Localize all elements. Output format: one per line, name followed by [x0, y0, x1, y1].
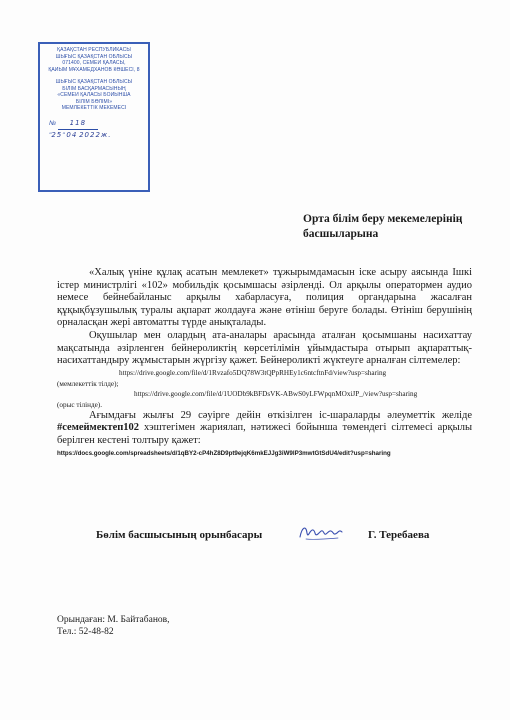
footer-executor: [57, 614, 170, 638]
stamp-org-line: «СЕМЕЙ ҚАЛАСЫ БОЙЫНША: [57, 92, 131, 98]
signer-name: Г. Теребаева: [368, 529, 430, 541]
video-link-kazakh[interactable]: https://drive.google.com/file/d/1Rvzafo5DQ78W3tQPpRHEy1c6ntcftnFd/view?usp=sharing: [119, 368, 387, 377]
paragraph-3: [57, 410, 472, 448]
executor-name: Орындаған: М. Байтабанов,: [57, 615, 170, 625]
stamp-number-prefix: №: [49, 119, 57, 127]
video-link-russian-note: (орыс тілінде).: [57, 400, 103, 409]
stamp-line: 071400, СЕМЕЙ ҚАЛАСЫ,: [62, 60, 126, 66]
stamp-line: ШЫҒЫС ҚАЗАҚСТАН ОБЛЫСЫ: [55, 53, 133, 60]
video-link-russian[interactable]: https://drive.google.com/file/d/1UODb9kBFDsVK-ABwS0yLFWpqnMOxiJP_/view?usp=sharing: [134, 389, 418, 398]
signature-block: [96, 529, 476, 549]
paragraph-3-end: хэштегімен жариялап, нәтижесі бойынша төмендегі сілтемесі арқылы берілген кестені толтыру қажет:: [57, 422, 472, 446]
stamp-date-day: 25: [51, 130, 63, 139]
spreadsheet-link[interactable]: https://docs.google.com/spreadsheets/d/1qBY2-cP4hZ8D9pt9ejqK6mkEJJg3iW9lP3mwtGtSdU4/edit?usp=sharing: [57, 449, 391, 457]
stamp-date: "25" 04 2022ж.: [49, 130, 112, 139]
handwritten-signature: [296, 521, 344, 545]
paragraph-2: Оқушылар мен олардың ата-аналары арасында аталған қосымшаны насихаттау мақсатында әзірленген бейнероликтің көрсетілімін ұйымдастыра отырып ақпараттық-насихаттандыру жұмыстарын жүргізу қажет. Бейнероликті жүктеуге арналған сілтемелер:: [57, 329, 472, 367]
stamp-number: [43, 118, 145, 130]
addressee: Орта білім беру мекемелерінің басшыларына: [303, 213, 463, 240]
stamp-org-line: БІЛІМ БАСҚАРМАСЫНЫҢ: [62, 85, 126, 92]
stamp-number-value: 118: [69, 118, 87, 127]
hashtag: #семеймектеп102: [57, 422, 140, 434]
stamp-date-year: 2022ж.: [79, 130, 112, 139]
paragraph-1: «Халық үніне құлақ асатын мемлекет» тұжырымдамасын іске асыру аясында Ішкі істер министрлігі «102» мобильдік қосымшасы әзірленді. Ол арқылы оператормен аудио немесе бейнебайланыс арқылы хабарласуға, полиция органдарына жасалған құқықбұзушылық туралы ақпарат жолдауға және өтініш беруге болады. Өтініш берушінің орналасқан жері автоматты түрде анықталады.: [57, 267, 472, 329]
paragraph-3-start: Ағымдағы жылғы 29 сәуірге дейін өткізілген іс-шараларды әлеуметтік желіде: [89, 409, 472, 421]
stamp-line: ҚАЗАҚСТАН РЕСПУБЛИКАСЫ: [57, 47, 131, 53]
letter-body: [57, 267, 472, 459]
stamp-line: ҚАЙЫМ МҰХАМЕДХАНОВ КӨШЕСІ, 8: [48, 66, 140, 73]
signer-position: Бөлім басшысының орынбасары: [96, 529, 263, 541]
stamp-org-line: ШЫҒЫС ҚАЗАҚСТАН ОБЛЫСЫ: [55, 79, 133, 85]
stamp-org-line: БІЛІМ БӨЛІМІ»: [75, 98, 113, 105]
stamp-date-month: 04: [66, 130, 78, 139]
executor-phone: Тел.: 52-48-82: [57, 627, 114, 637]
registration-stamp: [38, 42, 150, 192]
stamp-org-line: МЕМЛЕКЕТТІК МЕКЕМЕСІ: [61, 105, 127, 111]
video-link-kazakh-note: (мемлекеттік тілде);: [57, 379, 119, 388]
